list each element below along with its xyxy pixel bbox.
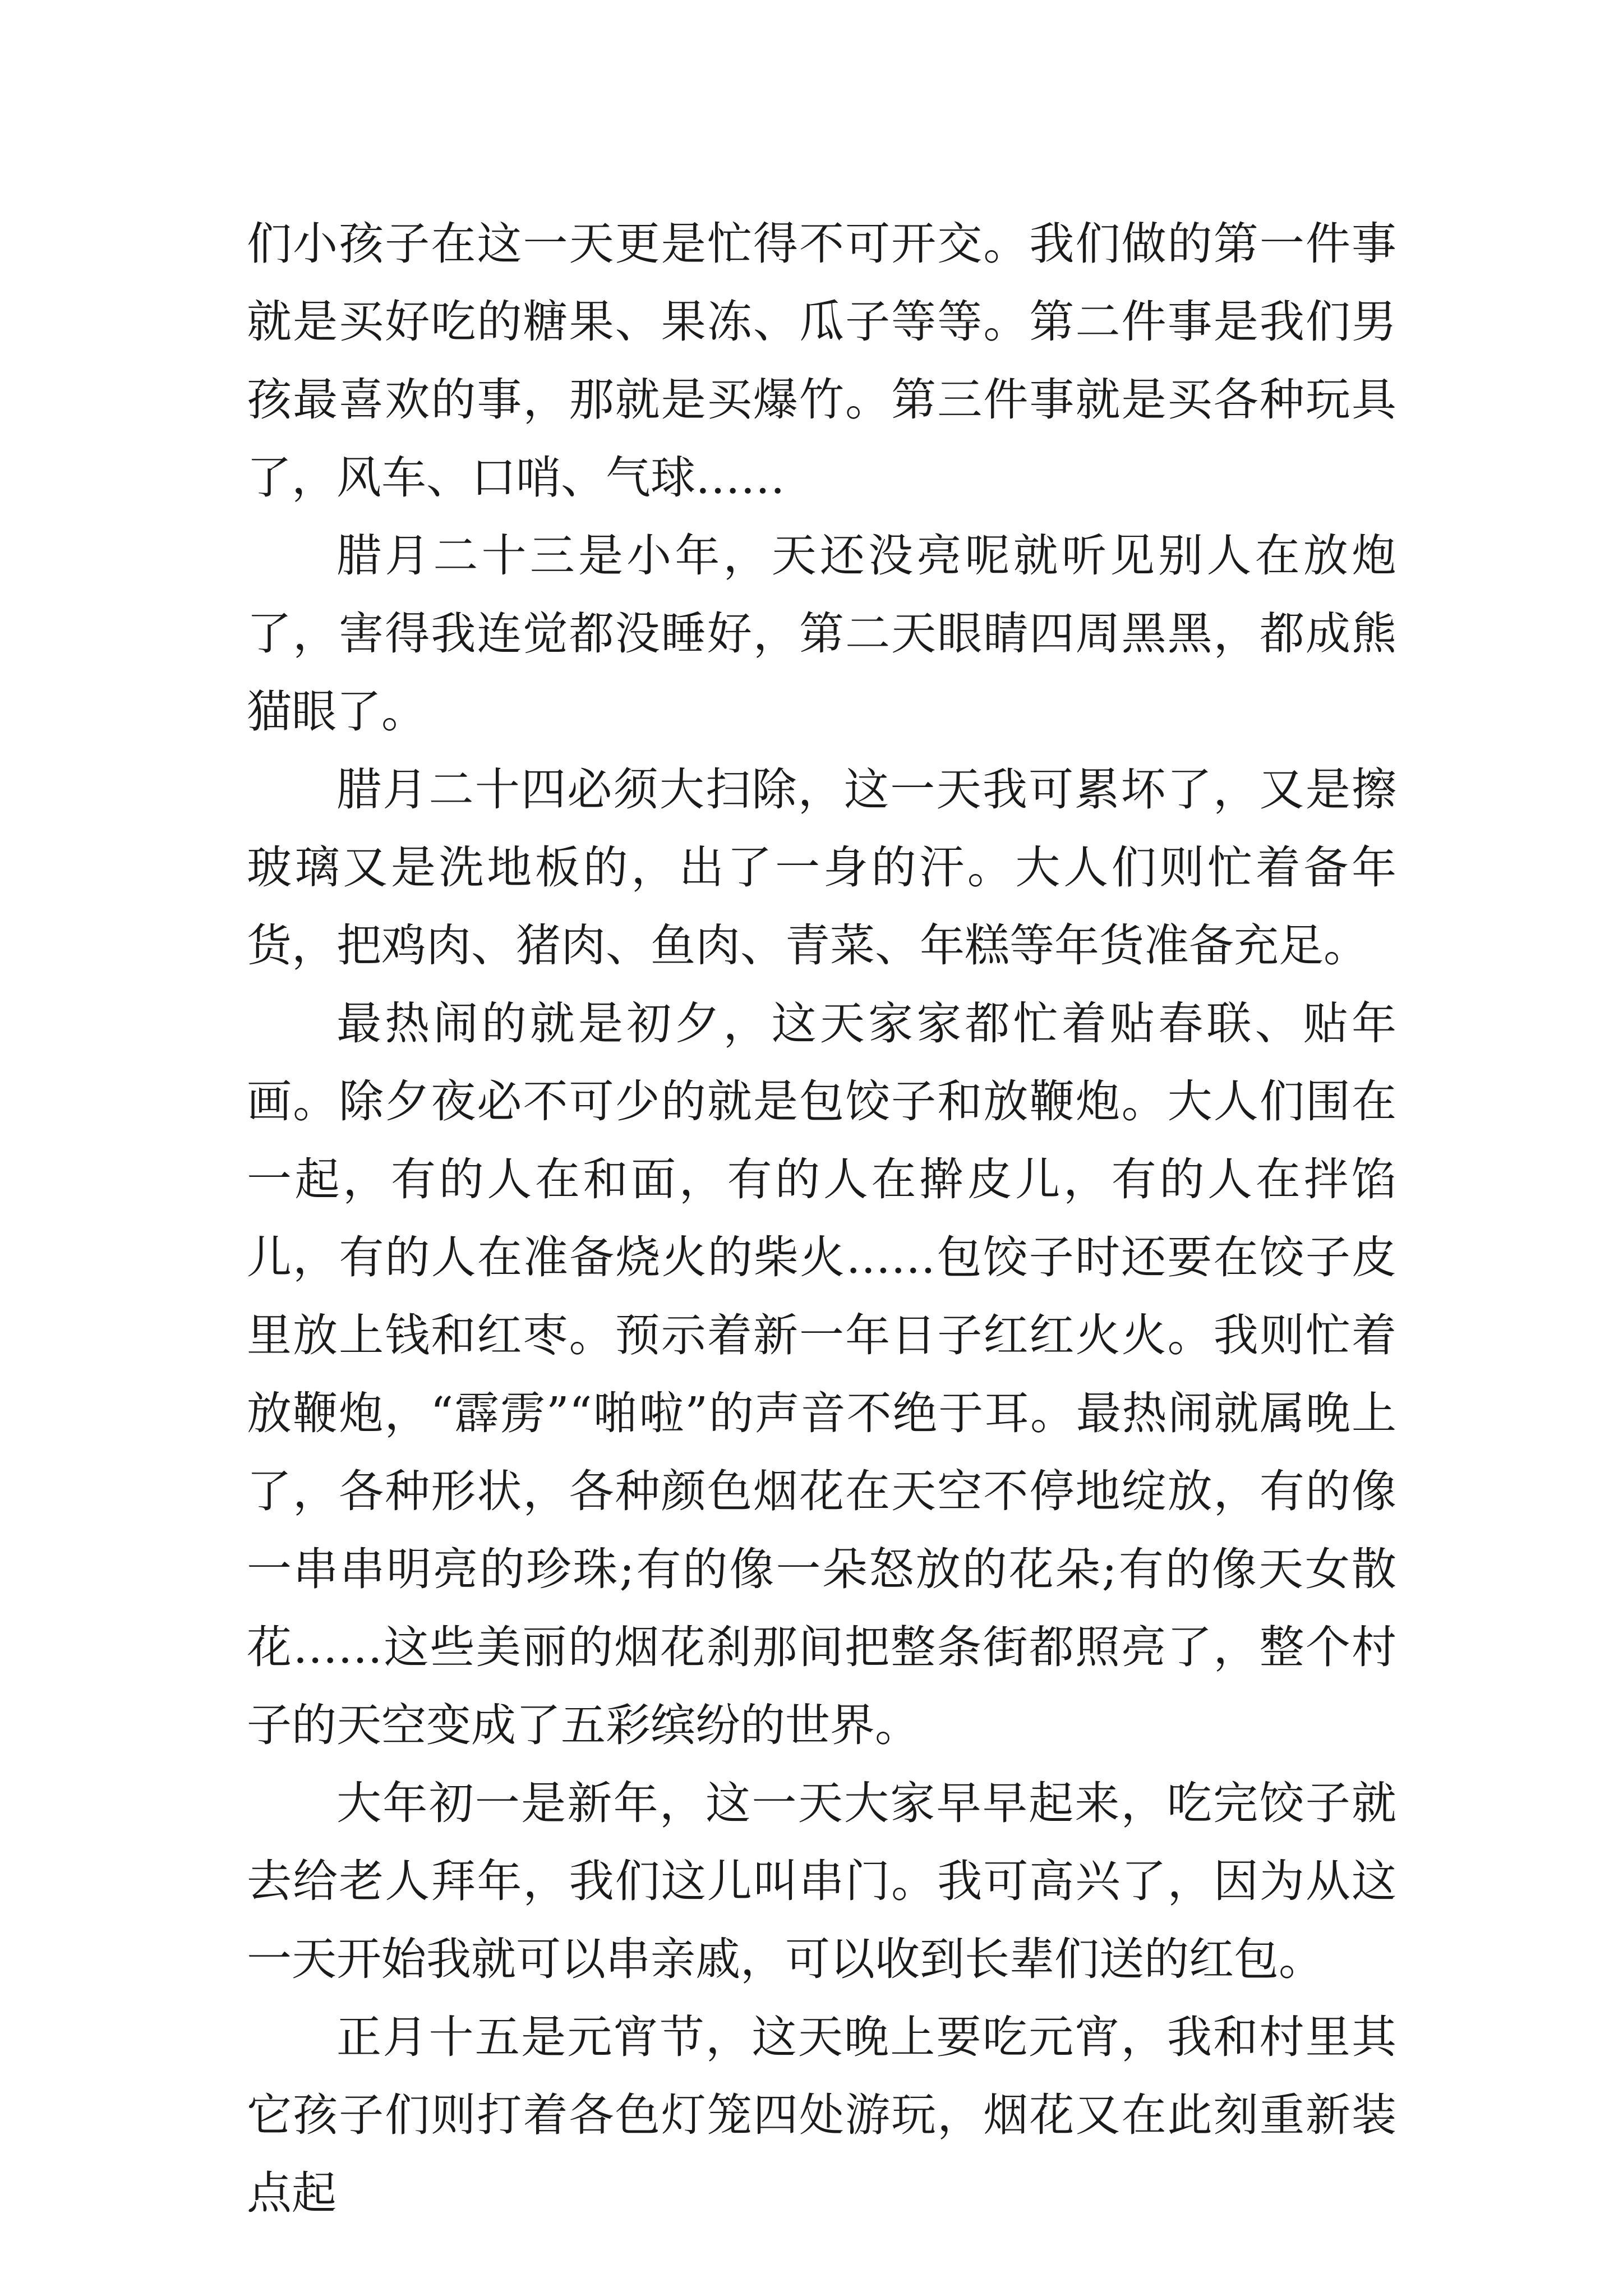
paragraph-5: 大年初一是新年，这一天大家早早起来，吃完饺子就去给老人拜年，我们这儿叫串门。我可高兴了，因为从这一天开始我就可以串亲戚，可以收到长辈们送的红包。 <box>247 1777 1396 1985</box>
paragraph-3: 腊月二十四必须大扫除，这一天我可累坏了，又是擦玻璃又是洗地板的，出了一身的汗。大人们则忙着备年货，把鸡肉、猪肉、鱼肉、青菜、年糕等年货准备充足。 <box>247 763 1396 972</box>
paragraph-2: 腊月二十三是小年，天还没亮呢就听见别人在放炮了，害得我连觉都没睡好，第二天眼睛四周黑黑，都成熊猫眼了。 <box>247 530 1396 738</box>
paragraph-6: 正月十五是元宵节，这天晚上要吃元宵，我和村里其它孩子们则打着各色灯笼四处游玩，烟花又在此刻重新装点起 <box>247 2011 1396 2219</box>
paragraph-4: 最热闹的就是初夕，这天家家都忙着贴春联、贴年画。除夕夜必不可少的就是包饺子和放鞭炮。大人们围在一起，有的人在和面，有的人在擀皮儿，有的人在拌馅儿，有的人在准备烧火的柴火……包饺子时还要在饺子皮里放上钱和红枣。预示着新一年日子红红火火。我则忙着放鞭炮，“霹雳”“啪啦”的声音不绝于耳。最热闹就属晚上了，各种形状，各种颜色烟花在天空不停地绽放，有的像一串串明亮的珍珠;有的像一朵怒放的花朵;有的像天女散花……这些美丽的烟花刹那间把整条街都照亮了，整个村子的天空变成了五彩缤纷的世界。 <box>247 997 1396 1751</box>
body-text <box>247 205 1396 2232</box>
paragraph-1: 们小孩子在这一天更是忙得不可开交。我们做的第一件事就是买好吃的糖果、果冻、瓜子等等。第二件事是我们男孩最喜欢的事，那就是买爆竹。第三件事就是买各种玩具了，风车、口哨、气球…… <box>247 218 1396 504</box>
